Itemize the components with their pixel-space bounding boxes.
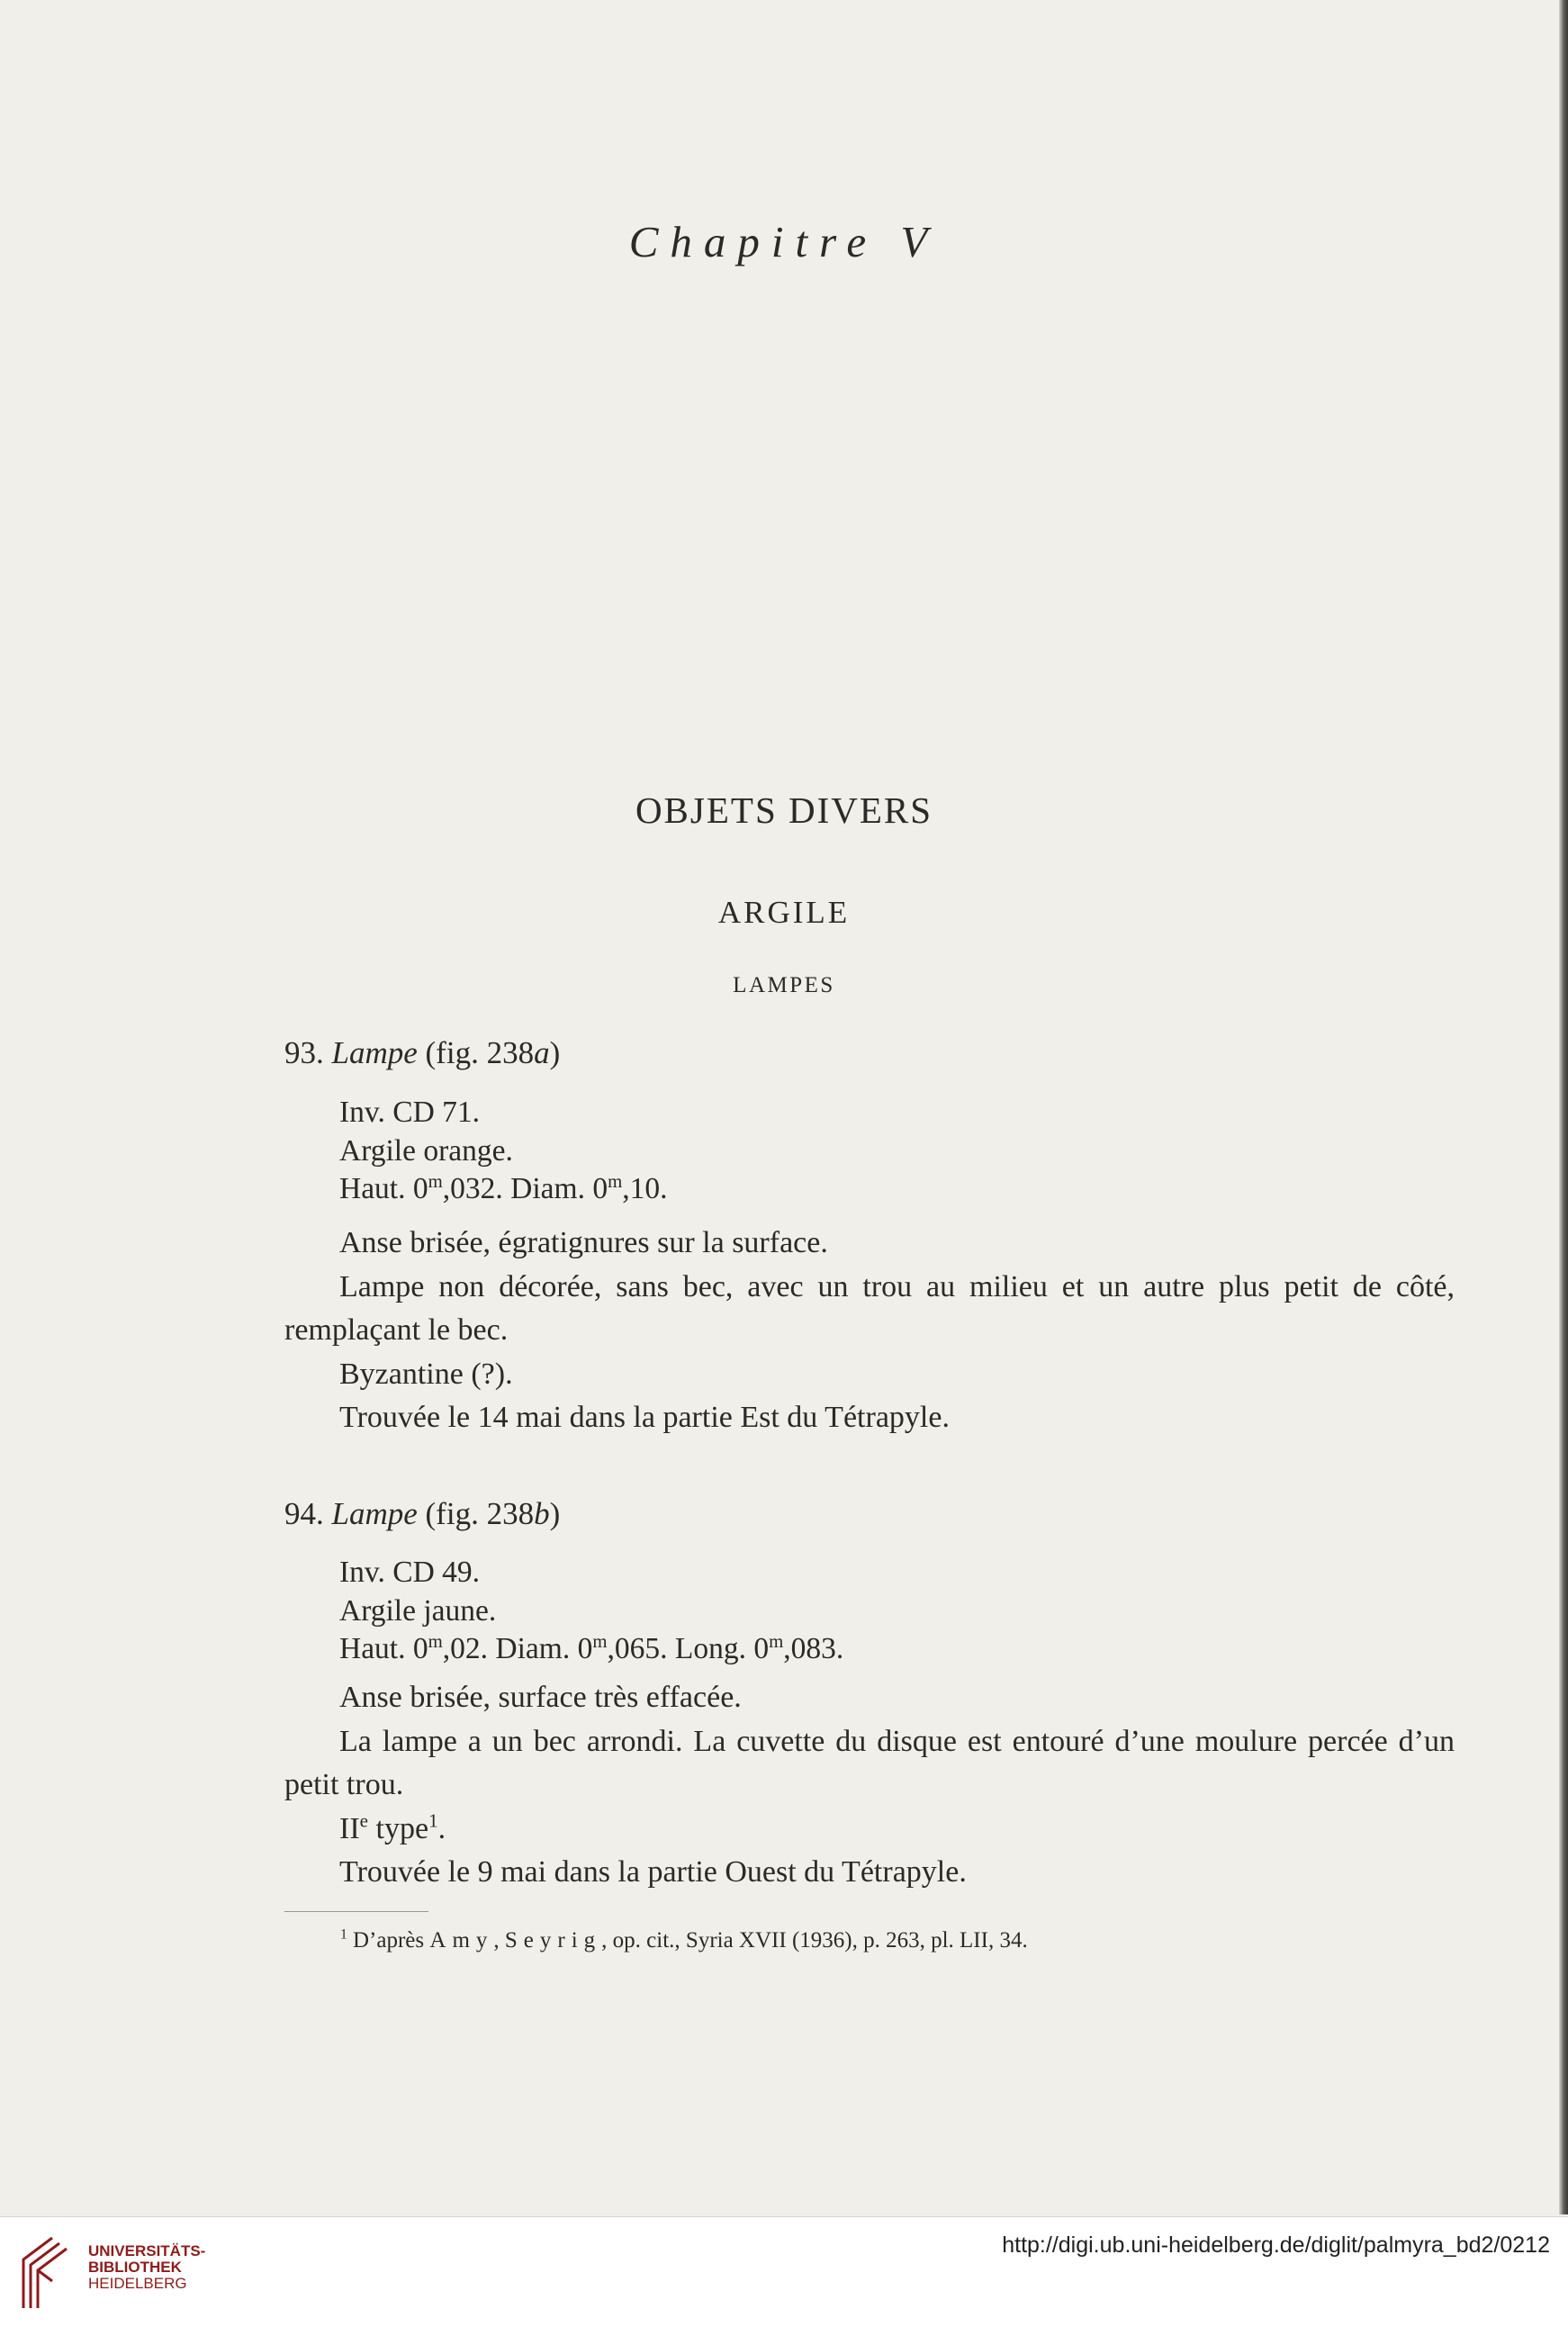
footnote-rule bbox=[284, 1911, 428, 1912]
inventory-line: Inv. CD 49. bbox=[339, 1556, 481, 1589]
entry-heading bbox=[284, 1496, 560, 1532]
dimensions-line: Haut. 0$^m$,02. Diam. 0$^m$,065. Long. 0$^m$,083. bbox=[339, 1630, 844, 1665]
scan-edge bbox=[1559, 0, 1568, 2214]
description-paragraph: Anse brisée, égratignures sur la surface. Lampe non décorée, sans bec, avec un trou au milieu et un autre plus petit de côté, remplaçant le bec. Byzantine (?). Trouvée le 14 mai dans la partie Est du Tétrapyle. bbox=[284, 1226, 1455, 1434]
figure-ref: (fig. 238b) bbox=[425, 1496, 561, 1531]
subsubsection-title: LAMPES bbox=[733, 973, 835, 997]
subsection-title: ARGILE bbox=[717, 895, 851, 930]
footnote: $^1$ D’après Amy, Seyrig, op. cit., Syria XVII (1936), p. 263, pl. LII, 34. bbox=[340, 1926, 1028, 1953]
entry-number: 93. bbox=[284, 1035, 324, 1070]
source-url[interactable]: http://digi.ub.uni-heidelberg.de/diglit/palmyra_bd2/0212 bbox=[1002, 2232, 1550, 2258]
library-logo-icon bbox=[16, 2232, 70, 2310]
entry-number: 94. bbox=[284, 1496, 324, 1531]
figure-ref: (fig. 238a) bbox=[425, 1035, 561, 1070]
section-title: OBJETS DIVERS bbox=[635, 789, 933, 831]
material-line: Argile jaune. bbox=[339, 1594, 497, 1628]
material-line: Argile orange. bbox=[339, 1134, 513, 1168]
chapter-heading: Chapitre V bbox=[628, 217, 940, 266]
library-name: UNIVERSITÄTS- BIBLIOTHEK HEIDELBERG bbox=[88, 2242, 206, 2292]
entry-title: Lampe bbox=[331, 1496, 418, 1531]
inventory-line: Inv. CD 71. bbox=[339, 1096, 481, 1129]
description-paragraph: Anse brisée, surface très effacée. La lampe a un bec arrondi. La cuvette du disque est entouré d’une moulure percée d’un petit trou. IIe type$^1$. Trouvée le 9 mai dans la partie Ouest du Tétrapyle. bbox=[284, 1681, 1455, 1889]
dimensions-line: Haut. 0$^m$,032. Diam. 0$^m$,10. bbox=[339, 1170, 668, 1205]
entry-heading bbox=[284, 1035, 560, 1071]
entry-title: Lampe bbox=[331, 1035, 418, 1070]
